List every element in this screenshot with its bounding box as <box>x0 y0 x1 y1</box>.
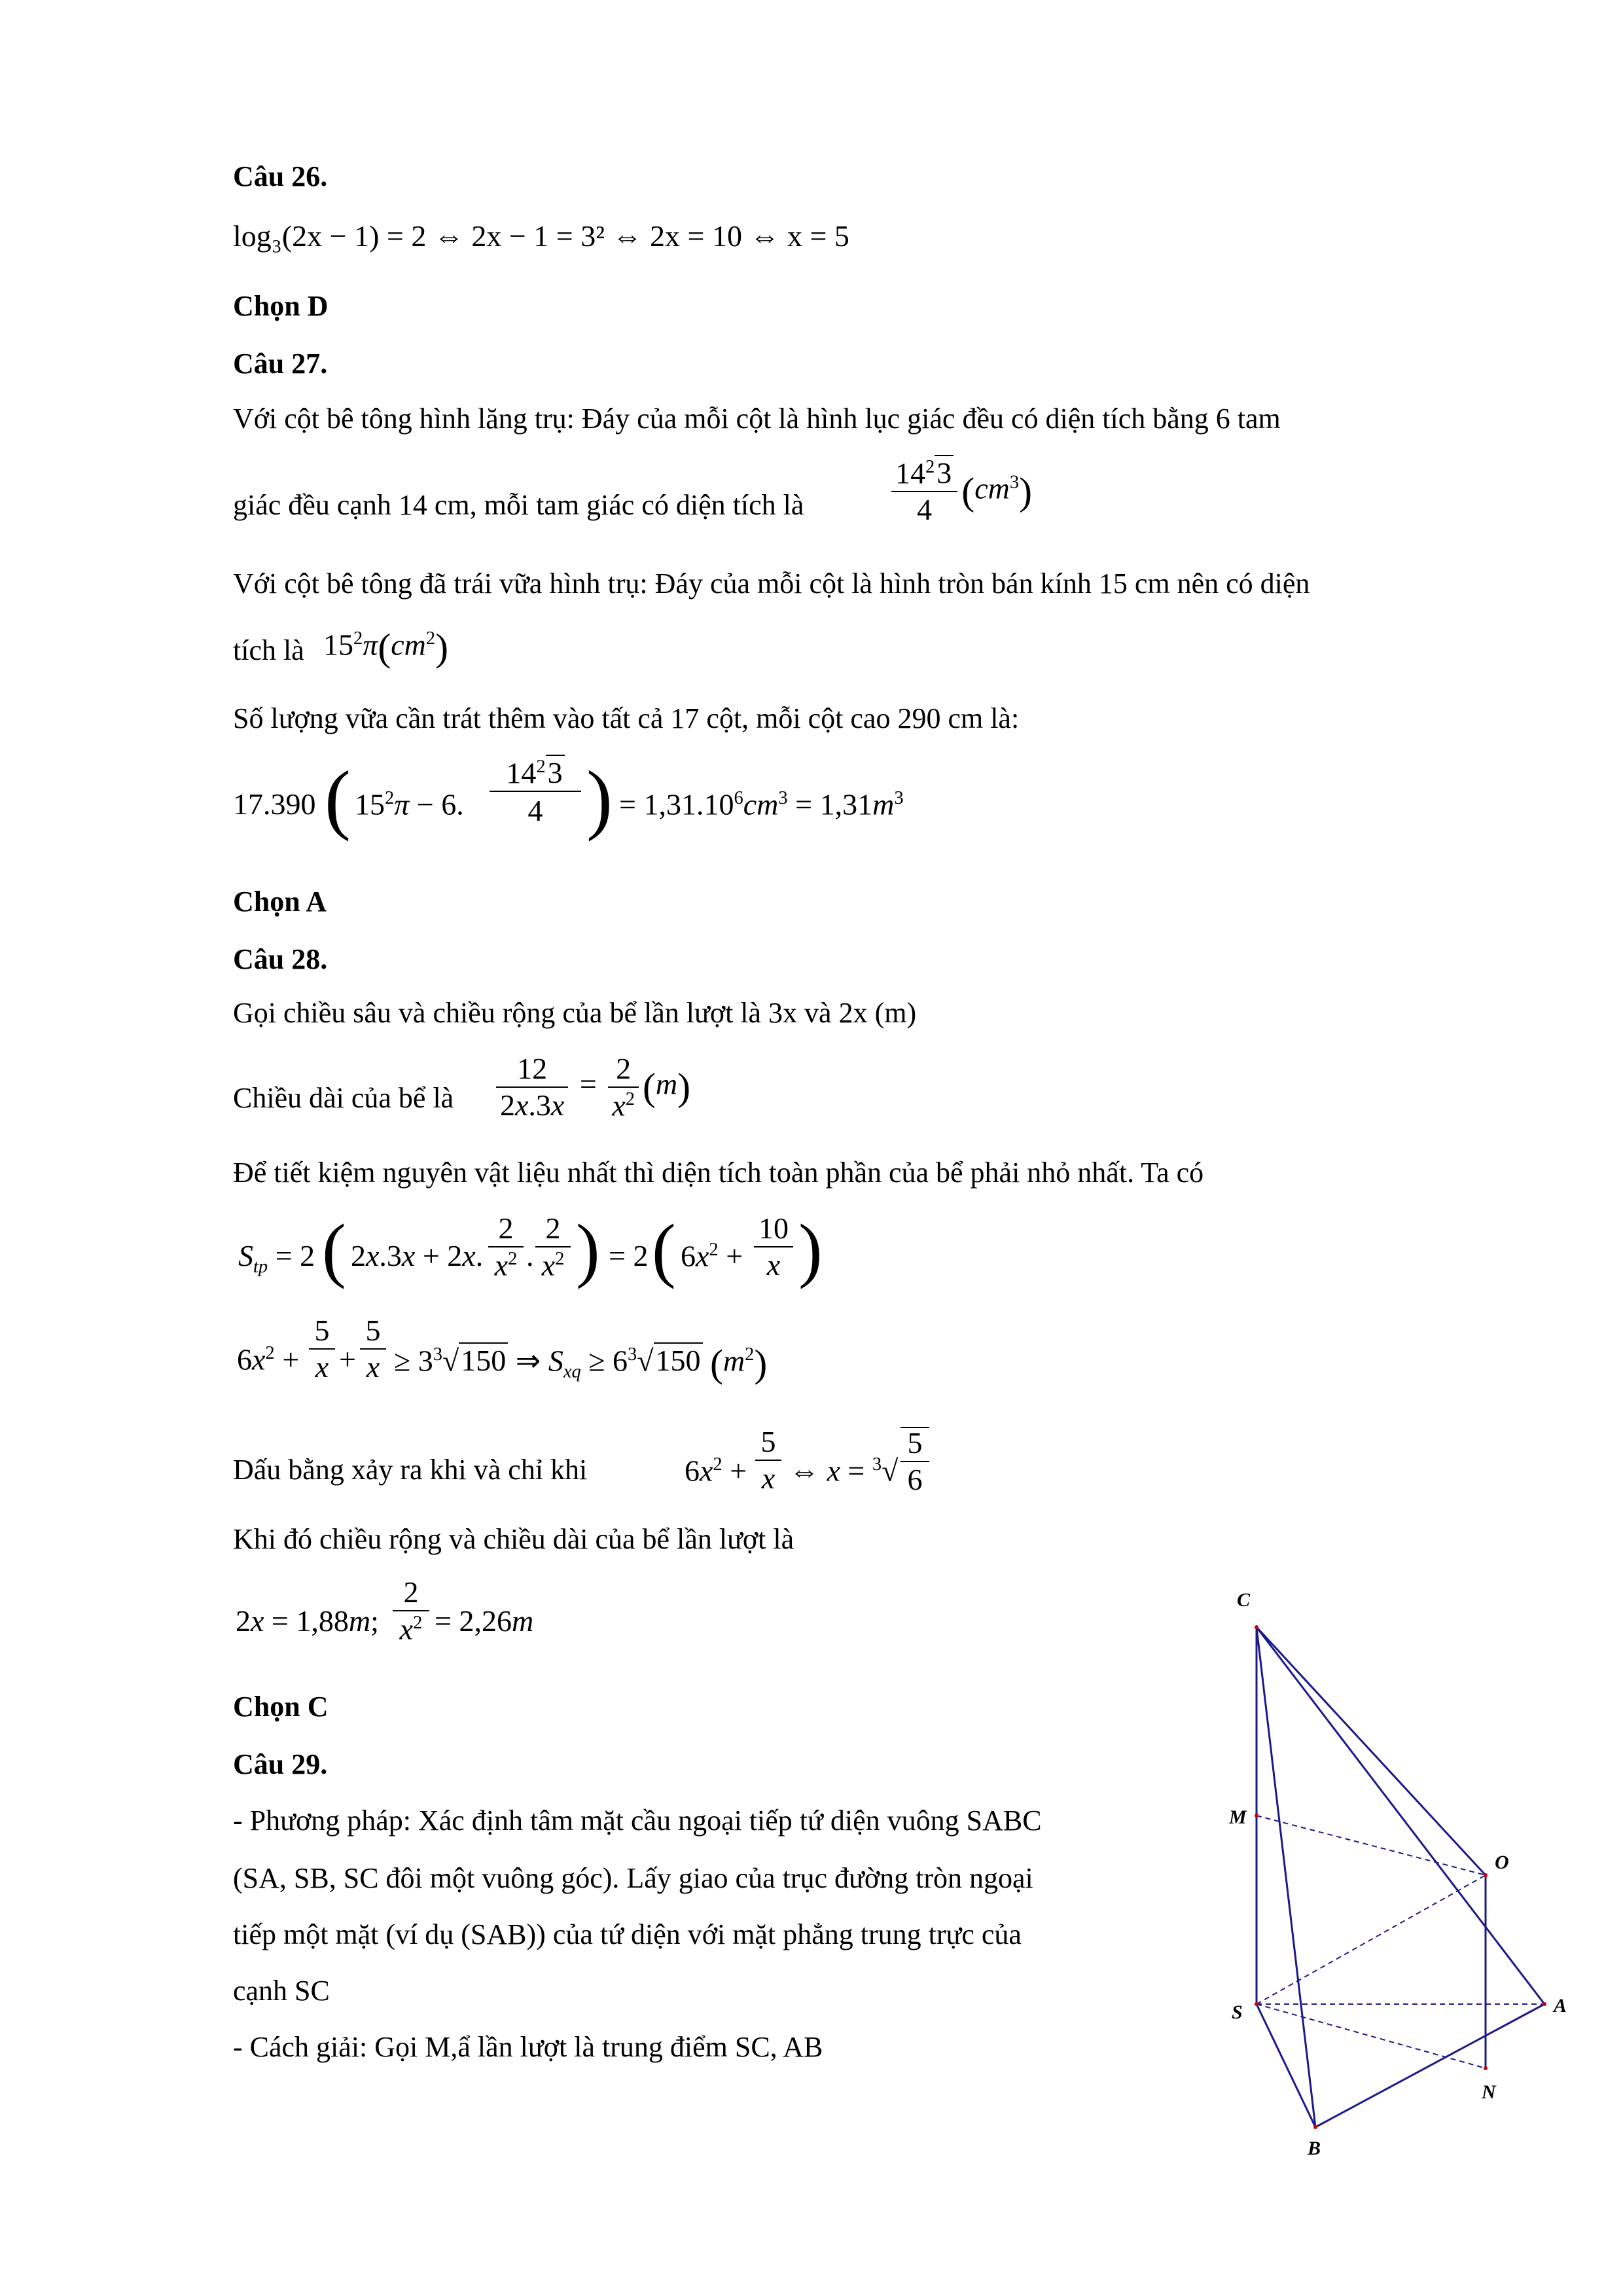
q29-line-4: cạnh SC <box>233 1975 330 2007</box>
q27-answer: Chọn A <box>233 886 327 918</box>
point-C <box>1255 1625 1258 1629</box>
q28-length-formula: $\frac{12}{2x.3x}$ = $\frac{2}{x^2}$ (m) <box>492 1054 690 1121</box>
edge-CA <box>1257 1627 1544 2004</box>
q29-line-1: - Phương pháp: Xác định tâm mặt cầu ngoại tiếp tứ diện vuông SABC <box>233 1804 1042 1837</box>
q28-paragraph-3: Để tiết kiệm nguyên vật liệu nhất thì diện tích toàn phần của bể phải nhỏ nhất. Ta có <box>233 1157 1204 1189</box>
edge-SN <box>1257 2004 1486 2068</box>
q27-triangle-area: $\frac{14^23}{4}$ $(cm^3)$ <box>887 458 1032 525</box>
q28-answer: Chọn C <box>233 1691 329 1723</box>
q28-title: Câu 28. <box>233 943 328 975</box>
label-O: O <box>1495 1852 1509 1873</box>
edge-CB <box>1257 1627 1315 2127</box>
label-N: N <box>1482 2081 1496 2103</box>
edge-BA <box>1315 2004 1544 2127</box>
q26-equation: log₃(2x − 1) = 2 ⇔ 2x − 1 = 3² ⇔ 2x = 10 ⇔ x = 5 <box>233 219 849 253</box>
edge-MO <box>1257 1816 1486 1875</box>
q29-line-2: (SA, SB, SC đôi một vuông góc). Lấy giao của trục đường tròn ngoại <box>233 1862 1033 1894</box>
label-C: C <box>1237 1589 1251 1611</box>
edge-CO-dashed <box>1257 1627 1486 1875</box>
q28-paragraph-4: Dấu bằng xảy ra khi và chỉ khi <box>233 1454 588 1486</box>
q27-paragraph-2: giác đều cạnh 14 cm, mỗi tam giác có diện tích là <box>233 489 804 521</box>
q27-paragraph-3: Với cột bê tông đã trái vữa hình trụ: Đáy của mỗi cột là hình tròn bán kính 15 cm nên có diện <box>233 567 1310 600</box>
label-B: B <box>1308 2138 1321 2159</box>
label-M: M <box>1229 1806 1247 1828</box>
q29-title: Câu 29. <box>233 1748 328 1780</box>
q29-line-5: - Cách giải: Gọi M,ẩ lần lượt là trung điểm SC, AB <box>233 2031 823 2063</box>
point-O <box>1484 1873 1488 1877</box>
q27-paragraph-4: tích là <box>233 634 304 666</box>
label-A: A <box>1554 1995 1567 2017</box>
point-N <box>1484 2066 1488 2070</box>
q28-paragraph-5: Khi đó chiều rộng và chiều dài của bể lần lượt là <box>233 1523 794 1555</box>
q28-paragraph-2: Chiều dài của bể là <box>233 1082 454 1114</box>
edge-SO <box>1257 1875 1486 2004</box>
point-A <box>1543 2002 1546 2006</box>
tetrahedron-figure <box>1217 1571 1584 2160</box>
figure-solid-edges <box>1257 1627 1544 2127</box>
q29-line-3: tiếp một mặt (ví dụ (SAB)) của tứ diện với mặt phẳng trung trực của <box>233 1918 1022 1950</box>
q27-circle-area: $15^2\pi(cm^2)$ <box>323 626 449 669</box>
q28-equality-condition: $6x^2$ + 5 x ⇔ x = $^3$√ 5 6 <box>685 1427 1025 1505</box>
edge-SB <box>1257 2004 1315 2127</box>
q26-title: Câu 26. <box>233 160 328 192</box>
figure-points <box>1255 1625 1546 2129</box>
q27-title: Câu 27. <box>233 348 328 380</box>
point-B <box>1313 2125 1317 2129</box>
q27-paragraph-5: Số lượng vữa cần trát thêm vào tất cả 17 cột, mỗi cột cao 290 cm là: <box>233 702 1020 734</box>
point-S <box>1255 2002 1258 2006</box>
q27-paragraph-1: Với cột bê tông hình lăng trụ: Đáy của mỗi cột là hình lục giác đều có diện tích bằng 6 tam <box>233 403 1281 435</box>
q26-answer: Chọn D <box>233 290 329 322</box>
label-S: S <box>1232 2001 1243 2023</box>
point-M <box>1255 1814 1258 1818</box>
q28-paragraph-1: Gọi chiều sâu và chiều rộng của bể lần lượt là 3x và 2x (m) <box>233 997 917 1029</box>
